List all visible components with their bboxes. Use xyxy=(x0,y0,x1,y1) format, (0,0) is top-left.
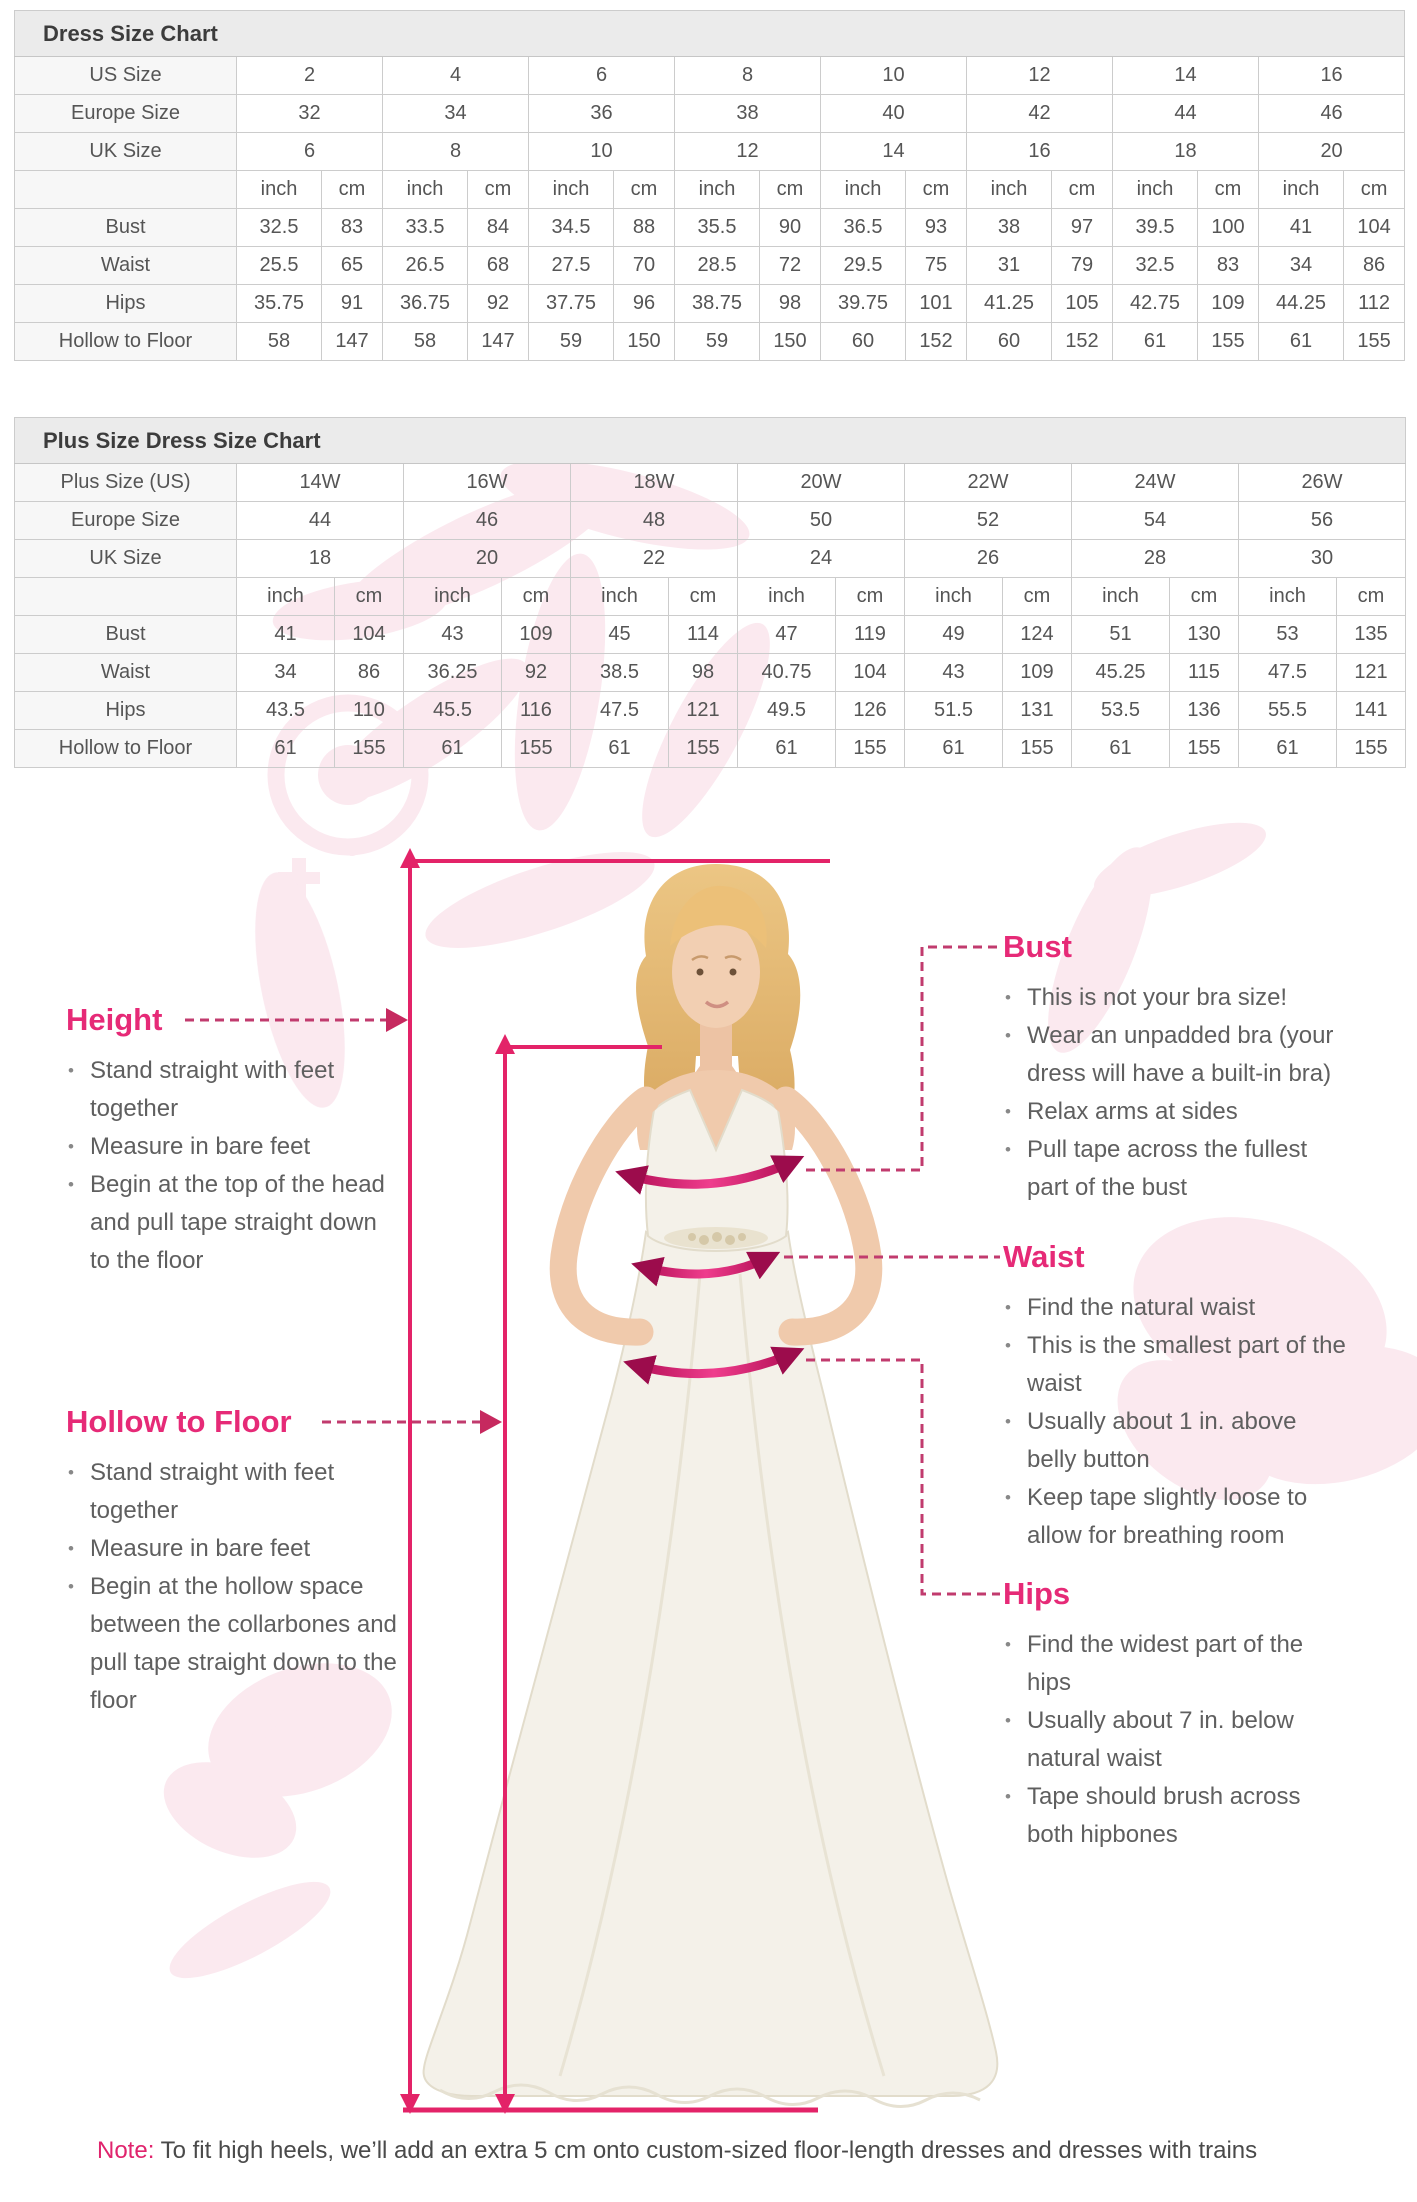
unit-cm: cm xyxy=(760,171,821,209)
bust-title: Bust xyxy=(1003,929,1072,964)
size-cell: 6 xyxy=(237,133,383,171)
unit-inch: inch xyxy=(1072,578,1170,616)
unit-inch: inch xyxy=(821,171,906,209)
cm-value: 112 xyxy=(1344,285,1405,323)
size-cell: 24W xyxy=(1072,464,1239,502)
unit-cm: cm xyxy=(1337,578,1406,616)
inch-value: 36.75 xyxy=(383,285,468,323)
cm-value: 65 xyxy=(322,247,383,285)
cm-value: 150 xyxy=(760,323,821,361)
height-title: Height xyxy=(66,1002,163,1037)
guide-bullet: • This is the smallest part of the waist xyxy=(1003,1327,1351,1403)
guide-bullet: • Stand straight with feet together xyxy=(66,1052,396,1128)
cm-value: 109 xyxy=(1003,654,1072,692)
inch-value: 34 xyxy=(237,654,335,692)
inch-value: 43.5 xyxy=(237,692,335,730)
cm-value: 86 xyxy=(1344,247,1405,285)
size-cell: 26 xyxy=(905,540,1072,578)
cm-value: 110 xyxy=(335,692,404,730)
unit-inch: inch xyxy=(967,171,1052,209)
inch-value: 58 xyxy=(237,323,322,361)
size-cell: 48 xyxy=(571,502,738,540)
guide-bullet: • Usually about 1 in. above belly button xyxy=(1003,1403,1351,1479)
size-cell: 44 xyxy=(237,502,404,540)
cm-value: 101 xyxy=(906,285,967,323)
cm-value: 97 xyxy=(1052,209,1113,247)
dress-skirt xyxy=(424,1232,998,2096)
cm-value: 130 xyxy=(1170,616,1239,654)
table-title-row xyxy=(15,418,1406,464)
unit-cm: cm xyxy=(502,578,571,616)
inch-value: 58 xyxy=(383,323,468,361)
size-cell: 44 xyxy=(1113,95,1259,133)
inch-value: 61 xyxy=(237,730,335,768)
inch-value: 61 xyxy=(1259,323,1344,361)
cm-value: 70 xyxy=(614,247,675,285)
size-row xyxy=(15,95,1405,133)
guide-bullet: • Tape should brush across both hipbones xyxy=(1003,1778,1333,1854)
unit-cm: cm xyxy=(1198,171,1259,209)
cm-value: 131 xyxy=(1003,692,1072,730)
unit-inch: inch xyxy=(571,578,669,616)
unit-row xyxy=(15,578,1406,616)
cm-value: 155 xyxy=(669,730,738,768)
row-label: Hollow to Floor xyxy=(15,730,237,768)
cm-value: 92 xyxy=(502,654,571,692)
cm-value: 93 xyxy=(906,209,967,247)
inch-value: 61 xyxy=(738,730,836,768)
inch-value: 38.5 xyxy=(571,654,669,692)
cm-value: 86 xyxy=(335,654,404,692)
cm-value: 152 xyxy=(1052,323,1113,361)
unit-inch: inch xyxy=(529,171,614,209)
size-cell: 14 xyxy=(821,133,967,171)
cm-value: 104 xyxy=(836,654,905,692)
inch-value: 27.5 xyxy=(529,247,614,285)
size-cell: 34 xyxy=(383,95,529,133)
waist-title: Waist xyxy=(1003,1239,1085,1274)
unit-cm: cm xyxy=(335,578,404,616)
size-cell: 22W xyxy=(905,464,1072,502)
inch-value: 61 xyxy=(1239,730,1337,768)
cm-value: 155 xyxy=(502,730,571,768)
cm-value: 104 xyxy=(335,616,404,654)
inch-value: 51.5 xyxy=(905,692,1003,730)
inch-value: 29.5 xyxy=(821,247,906,285)
size-cell: 16 xyxy=(967,133,1113,171)
inch-value: 44.25 xyxy=(1259,285,1344,323)
cm-value: 75 xyxy=(906,247,967,285)
cm-value: 126 xyxy=(836,692,905,730)
size-cell: 2 xyxy=(237,57,383,95)
inch-value: 53 xyxy=(1239,616,1337,654)
row-label xyxy=(15,171,237,209)
inch-value: 45 xyxy=(571,616,669,654)
inch-value: 59 xyxy=(529,323,614,361)
size-cell: 16W xyxy=(404,464,571,502)
inch-value: 41 xyxy=(237,616,335,654)
cm-value: 119 xyxy=(836,616,905,654)
height-bullets xyxy=(66,1052,396,1280)
hollow-arrow-up xyxy=(495,1034,515,1054)
inch-value: 25.5 xyxy=(237,247,322,285)
inch-value: 61 xyxy=(571,730,669,768)
cm-value: 100 xyxy=(1198,209,1259,247)
inch-value: 43 xyxy=(404,616,502,654)
cm-value: 141 xyxy=(1337,692,1406,730)
bust-guide xyxy=(1003,929,1351,1207)
unit-inch: inch xyxy=(905,578,1003,616)
note-text: To fit high heels, we’ll add an extra 5 cm onto custom-sized floor-length dresses and dresses with trains xyxy=(154,2137,1258,2164)
table-title: Dress Size Chart xyxy=(15,11,1405,57)
cm-value: 121 xyxy=(1337,654,1406,692)
size-cell: 28 xyxy=(1072,540,1239,578)
inch-value: 49 xyxy=(905,616,1003,654)
cm-value: 109 xyxy=(1198,285,1259,323)
cm-value: 109 xyxy=(502,616,571,654)
guide-bullet: • Pull tape across the fullest part of the bust xyxy=(1003,1131,1351,1207)
cm-value: 104 xyxy=(1344,209,1405,247)
cm-value: 98 xyxy=(760,285,821,323)
inch-value: 35.75 xyxy=(237,285,322,323)
cm-value: 68 xyxy=(468,247,529,285)
size-cell: 24 xyxy=(738,540,905,578)
row-label: Plus Size (US) xyxy=(15,464,237,502)
unit-cm: cm xyxy=(906,171,967,209)
unit-inch: inch xyxy=(237,578,335,616)
measuring-guide xyxy=(0,804,1417,2124)
cm-value: 152 xyxy=(906,323,967,361)
hips-guide xyxy=(1003,1576,1333,1854)
inch-value: 36.25 xyxy=(404,654,502,692)
measure-row xyxy=(15,616,1406,654)
inch-value: 60 xyxy=(967,323,1052,361)
inch-value: 61 xyxy=(404,730,502,768)
cm-value: 155 xyxy=(836,730,905,768)
measure-row xyxy=(15,692,1406,730)
hollow-to-floor-bullets xyxy=(66,1454,418,1720)
unit-cm: cm xyxy=(1003,578,1072,616)
size-row xyxy=(15,57,1405,95)
size-cell: 22 xyxy=(571,540,738,578)
row-label: Hips xyxy=(15,285,237,323)
size-cell: 16 xyxy=(1259,57,1405,95)
row-label: Bust xyxy=(15,209,237,247)
size-cell: 10 xyxy=(529,133,675,171)
unit-inch: inch xyxy=(237,171,322,209)
inch-value: 61 xyxy=(1113,323,1198,361)
cm-value: 124 xyxy=(1003,616,1072,654)
cm-value: 96 xyxy=(614,285,675,323)
guide-bullet: • Measure in bare feet xyxy=(66,1530,418,1568)
cm-value: 155 xyxy=(1003,730,1072,768)
inch-value: 47.5 xyxy=(571,692,669,730)
size-cell: 12 xyxy=(967,57,1113,95)
unit-inch: inch xyxy=(1113,171,1198,209)
cm-value: 155 xyxy=(1170,730,1239,768)
size-cell: 54 xyxy=(1072,502,1239,540)
guide-bullet: • Wear an unpadded bra (your dress will have a built-in bra) xyxy=(1003,1017,1351,1093)
measure-row xyxy=(15,247,1405,285)
inch-value: 47.5 xyxy=(1239,654,1337,692)
inch-value: 39.5 xyxy=(1113,209,1198,247)
hollow-connector-arrow xyxy=(480,1410,502,1434)
cm-value: 72 xyxy=(760,247,821,285)
row-label: UK Size xyxy=(15,133,237,171)
size-cell: 4 xyxy=(383,57,529,95)
cm-value: 155 xyxy=(1344,323,1405,361)
inch-value: 45.25 xyxy=(1072,654,1170,692)
inch-value: 47 xyxy=(738,616,836,654)
measure-row xyxy=(15,654,1406,692)
cm-value: 79 xyxy=(1052,247,1113,285)
inch-value: 32.5 xyxy=(237,209,322,247)
height-arrow-up xyxy=(400,848,420,868)
hollow-to-floor-title: Hollow to Floor xyxy=(66,1404,292,1439)
guide-bullet: • Measure in bare feet xyxy=(66,1128,396,1166)
inch-value: 61 xyxy=(905,730,1003,768)
hollow-to-floor-guide xyxy=(66,1404,418,1720)
size-cell: 42 xyxy=(967,95,1113,133)
size-cell: 40 xyxy=(821,95,967,133)
size-cell: 30 xyxy=(1239,540,1406,578)
cm-value: 155 xyxy=(1198,323,1259,361)
unit-inch: inch xyxy=(404,578,502,616)
row-label: Waist xyxy=(15,654,237,692)
unit-cm: cm xyxy=(1344,171,1405,209)
measure-row xyxy=(15,323,1405,361)
dress-size-chart-table xyxy=(14,10,1405,361)
inch-value: 35.5 xyxy=(675,209,760,247)
inch-value: 33.5 xyxy=(383,209,468,247)
cm-value: 92 xyxy=(468,285,529,323)
size-cell: 18W xyxy=(571,464,738,502)
cm-value: 155 xyxy=(1337,730,1406,768)
unit-cm: cm xyxy=(468,171,529,209)
unit-inch: inch xyxy=(675,171,760,209)
unit-cm: cm xyxy=(1052,171,1113,209)
inch-value: 38 xyxy=(967,209,1052,247)
size-cell: 10 xyxy=(821,57,967,95)
plus-size-chart-table xyxy=(14,417,1406,768)
size-cell: 18 xyxy=(237,540,404,578)
measure-row xyxy=(15,730,1406,768)
cm-value: 116 xyxy=(502,692,571,730)
unit-inch: inch xyxy=(1239,578,1337,616)
unit-inch: inch xyxy=(383,171,468,209)
inch-value: 49.5 xyxy=(738,692,836,730)
size-cell: 6 xyxy=(529,57,675,95)
cm-value: 90 xyxy=(760,209,821,247)
guide-bullet: • Stand straight with feet together xyxy=(66,1454,418,1530)
measure-row xyxy=(15,285,1405,323)
cm-value: 147 xyxy=(468,323,529,361)
cm-value: 121 xyxy=(669,692,738,730)
guide-bullet: • Relax arms at sides xyxy=(1003,1093,1351,1131)
size-cell: 50 xyxy=(738,502,905,540)
cm-value: 114 xyxy=(669,616,738,654)
table-title: Plus Size Dress Size Chart xyxy=(15,418,1406,464)
inch-value: 36.5 xyxy=(821,209,906,247)
inch-value: 40.75 xyxy=(738,654,836,692)
inch-value: 42.75 xyxy=(1113,285,1198,323)
cm-value: 136 xyxy=(1170,692,1239,730)
inch-value: 61 xyxy=(1072,730,1170,768)
guide-bullet: • Find the widest part of the hips xyxy=(1003,1626,1333,1702)
size-cell: 14W xyxy=(237,464,404,502)
row-label: UK Size xyxy=(15,540,237,578)
size-cell: 56 xyxy=(1239,502,1406,540)
row-label: Europe Size xyxy=(15,95,237,133)
inch-value: 55.5 xyxy=(1239,692,1337,730)
inch-value: 60 xyxy=(821,323,906,361)
size-cell: 12 xyxy=(675,133,821,171)
size-cell: 46 xyxy=(404,502,571,540)
cm-value: 135 xyxy=(1337,616,1406,654)
size-cell: 20 xyxy=(404,540,571,578)
cm-value: 155 xyxy=(335,730,404,768)
size-cell: 52 xyxy=(905,502,1072,540)
inch-value: 31 xyxy=(967,247,1052,285)
unit-cm: cm xyxy=(1170,578,1239,616)
size-cell: 46 xyxy=(1259,95,1405,133)
size-row xyxy=(15,502,1406,540)
row-label: Bust xyxy=(15,616,237,654)
inch-value: 34.5 xyxy=(529,209,614,247)
inch-value: 51 xyxy=(1072,616,1170,654)
guide-bullet: • Begin at the top of the head and pull tape straight down to the floor xyxy=(66,1166,396,1280)
table-title-row xyxy=(15,11,1405,57)
size-cell: 18 xyxy=(1113,133,1259,171)
unit-cm: cm xyxy=(669,578,738,616)
size-cell: 8 xyxy=(675,57,821,95)
waist-guide xyxy=(1003,1239,1351,1555)
guide-bullet: • Begin at the hollow space between the collarbones and pull tape straight down to the floor xyxy=(66,1568,418,1720)
cm-value: 105 xyxy=(1052,285,1113,323)
inch-value: 41 xyxy=(1259,209,1344,247)
size-cell: 36 xyxy=(529,95,675,133)
cm-value: 115 xyxy=(1170,654,1239,692)
unit-inch: inch xyxy=(738,578,836,616)
row-label: Hips xyxy=(15,692,237,730)
height-guide xyxy=(66,1002,396,1280)
guide-bullet: • Usually about 7 in. below natural waist xyxy=(1003,1702,1333,1778)
cm-value: 88 xyxy=(614,209,675,247)
inch-value: 41.25 xyxy=(967,285,1052,323)
size-cell: 26W xyxy=(1239,464,1406,502)
cm-value: 83 xyxy=(322,209,383,247)
inch-value: 26.5 xyxy=(383,247,468,285)
unit-row xyxy=(15,171,1405,209)
unit-inch: inch xyxy=(1259,171,1344,209)
waist-bullets xyxy=(1003,1289,1351,1555)
size-cell: 20 xyxy=(1259,133,1405,171)
inch-value: 45.5 xyxy=(404,692,502,730)
unit-cm: cm xyxy=(614,171,675,209)
measure-row xyxy=(15,209,1405,247)
cm-value: 98 xyxy=(669,654,738,692)
inch-value: 37.75 xyxy=(529,285,614,323)
row-label xyxy=(15,578,237,616)
unit-cm: cm xyxy=(322,171,383,209)
row-label: Hollow to Floor xyxy=(15,323,237,361)
inch-value: 28.5 xyxy=(675,247,760,285)
row-label: Waist xyxy=(15,247,237,285)
inch-value: 34 xyxy=(1259,247,1344,285)
size-cell: 32 xyxy=(237,95,383,133)
size-row xyxy=(15,540,1406,578)
size-cell: 20W xyxy=(738,464,905,502)
cm-value: 83 xyxy=(1198,247,1259,285)
size-cell: 8 xyxy=(383,133,529,171)
cm-value: 84 xyxy=(468,209,529,247)
row-label: Europe Size xyxy=(15,502,237,540)
guide-bullet: • This is not your bra size! xyxy=(1003,979,1351,1017)
size-cell: 38 xyxy=(675,95,821,133)
inch-value: 59 xyxy=(675,323,760,361)
size-row xyxy=(15,464,1406,502)
size-row xyxy=(15,133,1405,171)
inch-value: 32.5 xyxy=(1113,247,1198,285)
guide-bullet: • Find the natural waist xyxy=(1003,1289,1351,1327)
unit-cm: cm xyxy=(836,578,905,616)
inch-value: 39.75 xyxy=(821,285,906,323)
row-label: US Size xyxy=(15,57,237,95)
size-cell: 14 xyxy=(1113,57,1259,95)
cm-value: 147 xyxy=(322,323,383,361)
inch-value: 53.5 xyxy=(1072,692,1170,730)
high-heels-note xyxy=(97,2134,1417,2168)
cm-value: 91 xyxy=(322,285,383,323)
inch-value: 43 xyxy=(905,654,1003,692)
guide-bullet: • Keep tape slightly loose to allow for breathing room xyxy=(1003,1479,1351,1555)
bust-bullets xyxy=(1003,979,1351,1207)
hips-bullets xyxy=(1003,1626,1333,1854)
hips-title: Hips xyxy=(1003,1576,1071,1611)
note-label: Note: xyxy=(97,2137,155,2164)
inch-value: 38.75 xyxy=(675,285,760,323)
cm-value: 150 xyxy=(614,323,675,361)
